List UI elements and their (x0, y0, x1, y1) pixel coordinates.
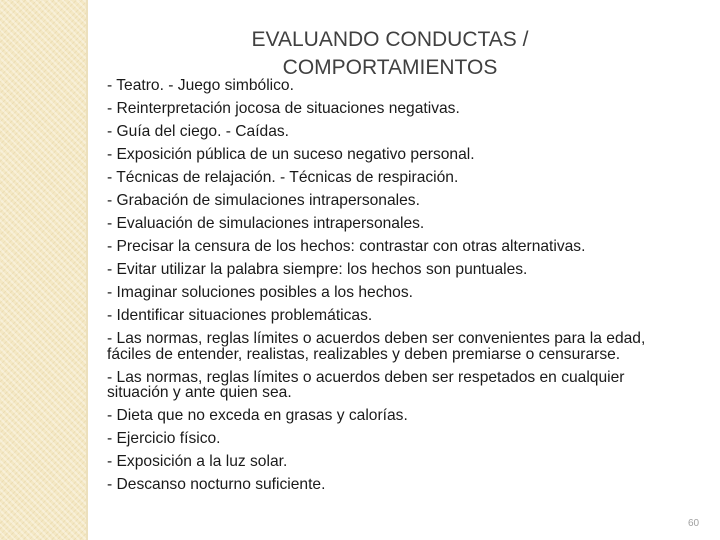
list-item: - Precisar la censura de los hechos: contrastar con otras alternativas. (107, 238, 586, 255)
decorative-side-band (0, 0, 86, 540)
list-item: - Exposición pública de un suceso negativo personal. (107, 146, 475, 163)
list-item: - Las normas, reglas límites o acuerdos deben ser respetados en cualquier situación y ante quien sea. (107, 368, 625, 401)
list-item: - Ejercicio físico. (107, 430, 221, 447)
list-item: - Reinterpretación jocosa de situaciones negativas. (107, 100, 460, 117)
slide-title (120, 26, 660, 82)
list-item: - Grabación de simulaciones intrapersonales. (107, 192, 420, 209)
slide-title-line-2: COMPORTAMIENTOS (282, 56, 498, 80)
page-number: 60 (688, 518, 700, 529)
list-item: - Técnicas de relajación. - Técnicas de respiración. (107, 169, 459, 186)
list-item: - Dieta que no exceda en grasas y calorías. (107, 407, 408, 424)
list-item: - Teatro. - Juego simbólico. (107, 77, 294, 94)
list-item: - Las normas, reglas límites o acuerdos deben ser convenientes para la edad, fáciles de entender, realistas, realizables y deben premiarse o censurarse. (107, 330, 646, 363)
list-item: - Imaginar soluciones posibles a los hechos. (107, 284, 413, 301)
slide-title-line-1: EVALUANDO CONDUCTAS / (251, 28, 529, 52)
list-item: - Exposición a la luz solar. (107, 453, 288, 470)
list-item: - Descanso nocturno suficiente. (107, 476, 326, 493)
list-item: - Identificar situaciones problemáticas. (107, 307, 373, 324)
side-band-edge (86, 0, 88, 540)
content-list (107, 78, 687, 500)
list-item: - Evitar utilizar la palabra siempre: los hechos son puntuales. (107, 261, 528, 278)
list-item: - Guía del ciego. - Caídas. (107, 123, 290, 140)
list-item: - Evaluación de simulaciones intrapersonales. (107, 215, 425, 232)
